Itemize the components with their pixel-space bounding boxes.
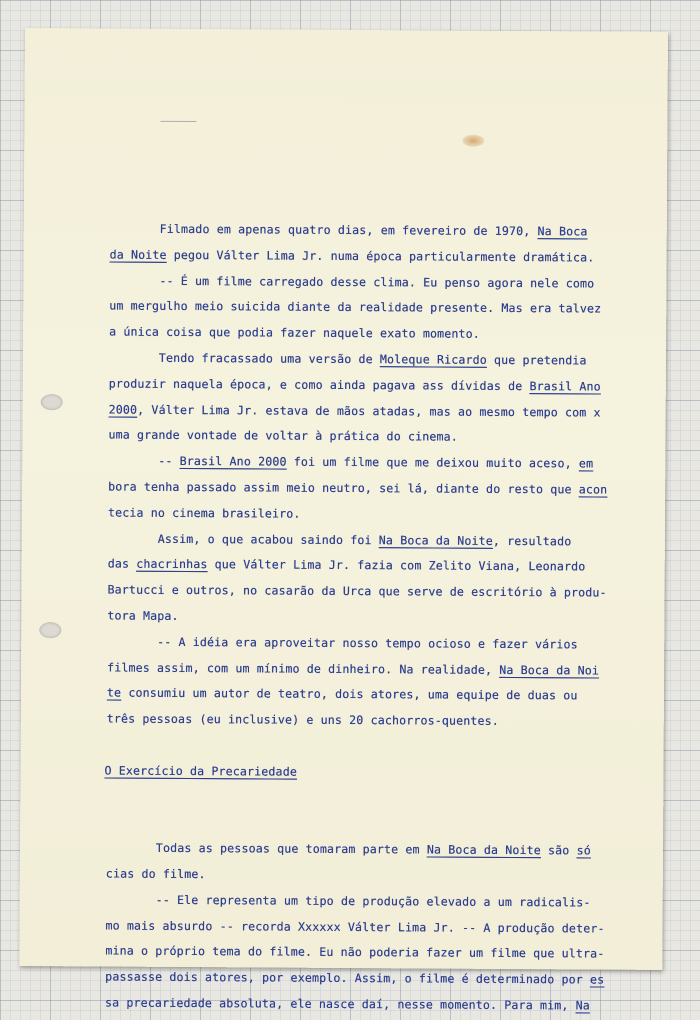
text-line (109, 346, 639, 375)
underlined-title: es (589, 972, 605, 987)
section-heading-text: O Exercício da Precariedade (104, 763, 298, 779)
blank-line (106, 810, 636, 839)
text-run: , Válter Lima Jr. estava de mãos atadas, mas ao mesmo tempo com x (137, 402, 601, 420)
underlined-title: chacrinhas (136, 557, 208, 572)
underlined-title: só (576, 843, 591, 858)
text-line (107, 655, 637, 684)
text-line (105, 913, 635, 942)
pencil-mark (160, 121, 196, 122)
text-run: Tendo fracassado uma versão de (108, 350, 380, 367)
text-run: mina o próprio tema do filme. Eu não poderia fazer um filme que ultra- (105, 943, 605, 961)
text-line (107, 681, 637, 710)
text-line (106, 836, 636, 865)
underlined-title: Na Boca da Noite (426, 842, 541, 858)
text-line (108, 500, 638, 529)
text-run: que pretendia (486, 352, 587, 368)
text-run: pegou Válter Lima Jr. numa época particularmente dramática. (166, 247, 595, 265)
text-run: Todas as pessoas que tomaram parte em (105, 840, 427, 857)
text-line (108, 526, 638, 555)
text-line (107, 603, 637, 632)
text-line (109, 268, 639, 297)
text-run: sa precariedade absoluta, ele nasce daí, nesse momento. Para mim, (105, 995, 576, 1013)
text-line (105, 965, 635, 994)
underlined-title: Brasil Ano (529, 378, 601, 394)
underlined-title: 2000 (108, 402, 138, 417)
text-line (108, 449, 638, 478)
text-run: -- É um filme carregado desse clima. Eu penso agora nele como (109, 273, 595, 291)
text-run: produzir naquela época, e como ainda pagava ass dívidas de (108, 376, 530, 393)
typed-text-body (105, 217, 640, 1020)
underlined-title: Na Boca da Noi (499, 662, 600, 678)
text-run: Bartucci e outros, no casarão da Urca que serve de escritório à produ- (107, 582, 607, 600)
text-line (105, 990, 635, 1019)
text-line (109, 371, 639, 400)
text-run: passasse dois atores, por exemplo. Assim, o filme é determinado por (105, 969, 591, 987)
underlined-title: Na Boca da Noite (378, 532, 493, 548)
text-run: -- Ele representa um tipo de produção elevado a um radicalis- (105, 892, 591, 910)
text-line (105, 939, 635, 968)
text-line (107, 707, 637, 736)
typewritten-page (19, 28, 668, 1013)
text-run: a única coisa que podia fazer naquele exato momento. (109, 324, 480, 341)
text-run: -- A idéia era aproveitar nosso tempo ocioso e fazer vários (107, 634, 578, 652)
text-run: Filmado em apenas quatro dias, em fevereiro de 1970, (109, 221, 538, 239)
underlined-title: Moleque Ricardo (379, 352, 487, 367)
underlined-title: acon (578, 482, 608, 497)
text-line (110, 217, 640, 246)
underlined-title: Na Boca (537, 224, 588, 239)
text-run: Assim, o que acabou saindo foi (107, 531, 379, 547)
underlined-title: em (578, 456, 594, 471)
section-heading (104, 758, 636, 787)
text-run: uma grande vontade de voltar à prática do cinema. (108, 427, 458, 445)
underlined-title: da Noite (109, 247, 167, 262)
text-run: são (540, 843, 577, 858)
punch-hole (41, 394, 63, 410)
text-run: um mergulho meio suicida diante da realidade presente. Mas era talvez (109, 298, 602, 316)
text-run: tecia no cinema brasileiro. (108, 505, 301, 521)
text-line (109, 294, 639, 323)
rust-stain (462, 135, 484, 147)
text-run: -- (108, 453, 180, 469)
text-run: três pessoas (eu inclusive) e uns 20 cachorros-quentes. (106, 711, 499, 729)
underlined-title: Brasil Ano 2000 (179, 454, 287, 469)
text-line (108, 423, 638, 452)
text-line (109, 320, 639, 349)
text-line (106, 861, 636, 890)
text-run: foi um filme que me deixou muito aceso, (286, 454, 580, 471)
text-run: consumiu um autor de teatro, dois atores, uma equipe de duas ou (121, 685, 578, 703)
text-run: cias do filme. (105, 866, 206, 882)
punch-hole (39, 622, 61, 638)
underlined-title: te (106, 685, 122, 700)
text-line (107, 629, 637, 658)
underlined-title: Na (575, 998, 590, 1013)
blank-line (107, 732, 637, 761)
text-run: mo mais absurdo -- recorda Xxxxxx Válter Lima Jr. -- A produção deter- (105, 918, 605, 936)
text-run: das (107, 556, 137, 572)
text-run: tora Mapa. (107, 608, 179, 623)
text-line (109, 397, 639, 426)
blank-line (106, 784, 636, 813)
text-line (108, 474, 638, 503)
text-run: , resultado (492, 533, 572, 548)
text-line (106, 887, 636, 916)
text-line (108, 552, 638, 581)
text-line (110, 242, 640, 271)
text-run: bora tenha passado assim meio neutro, sei lá, diante do resto que (108, 479, 579, 497)
text-run: filmes assim, com um mínimo de dinheiro. Na realidade, (107, 660, 500, 677)
text-run: que Válter Lima Jr. fazia com Zelito Viana, Leonardo (207, 557, 586, 574)
text-line (107, 578, 637, 607)
